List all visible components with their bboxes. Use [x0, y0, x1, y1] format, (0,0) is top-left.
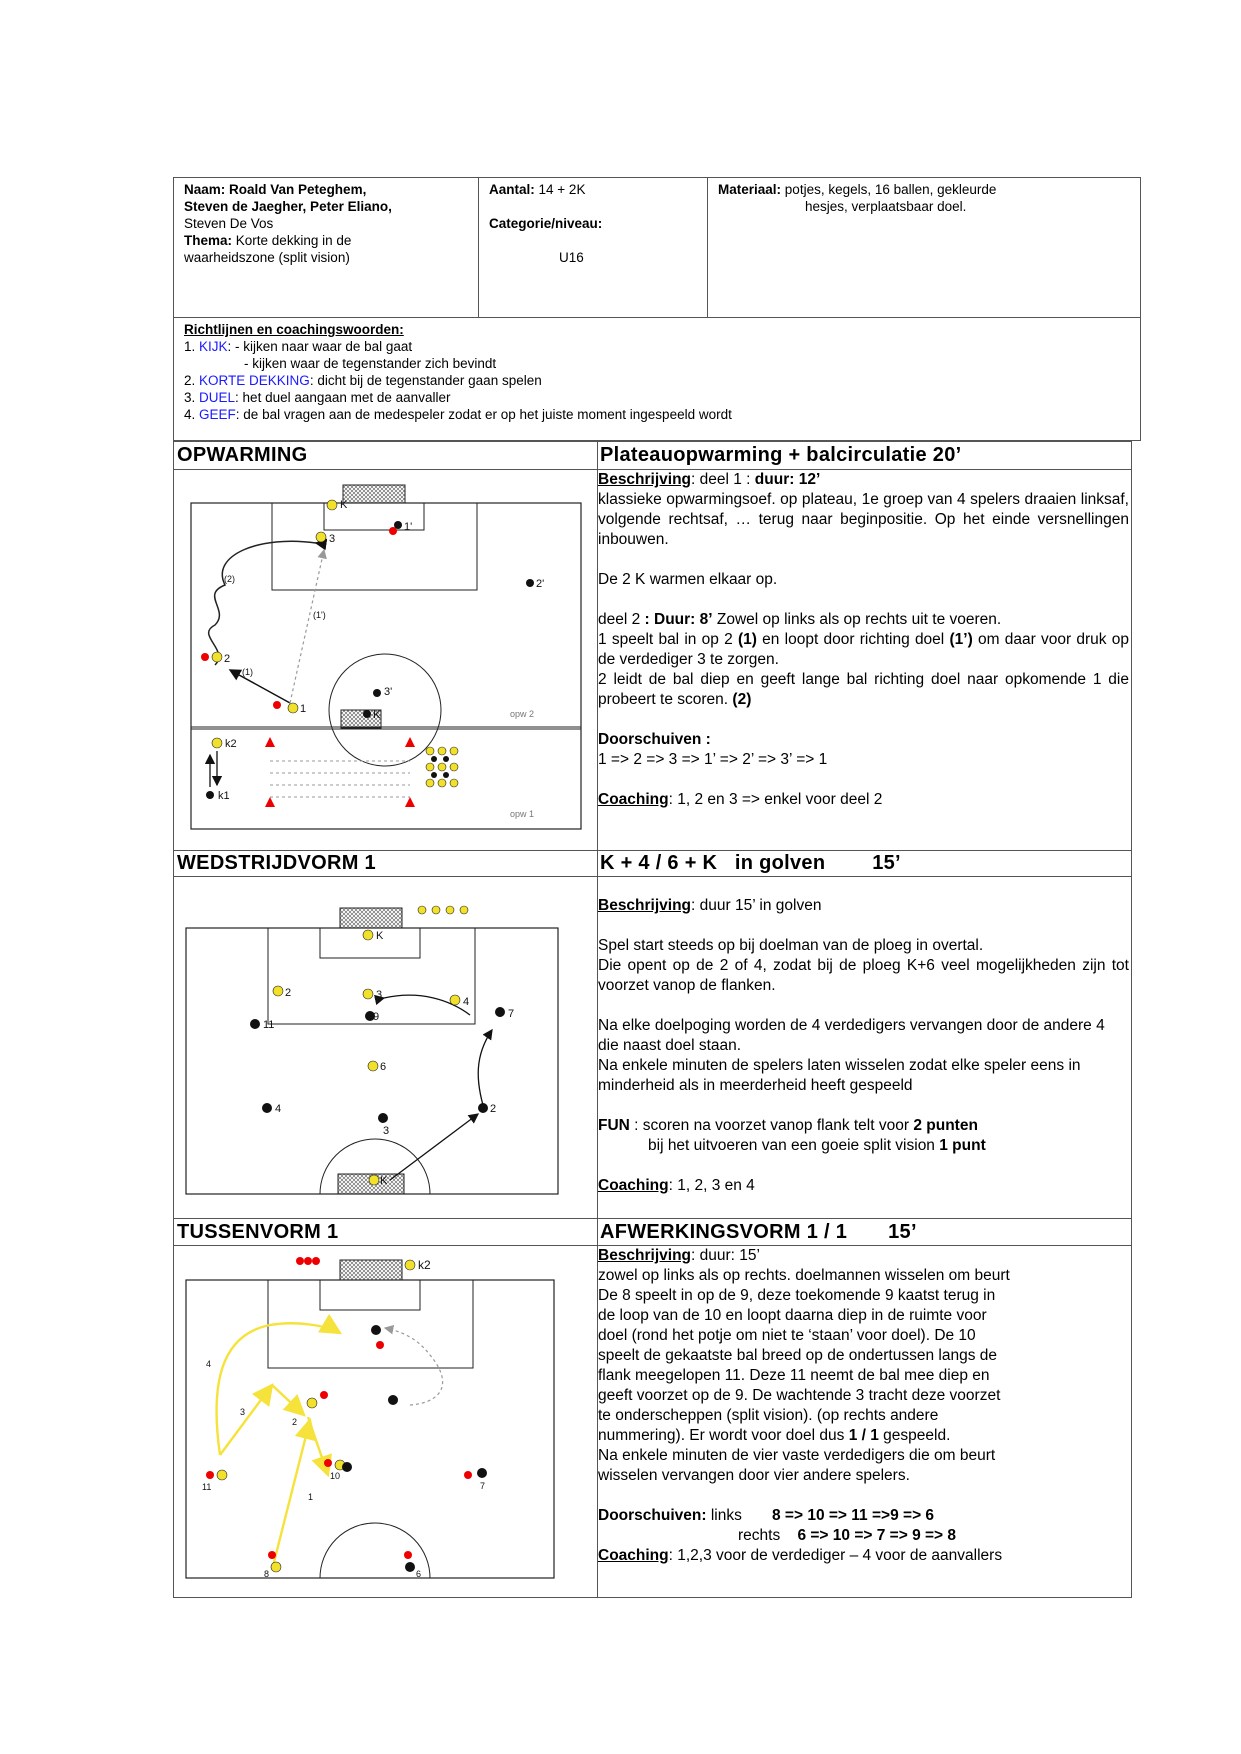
- section-description: Beschrijving: deel 1 : duur: 12’ klassieke opwarmingsoef. op plateau, 1e groep van 4 spelers draaien linksaf, volgende rechtsaf, … terug naar beginpositie. Op het einde versnellingen inbouwen. De 2 K warmen elkaar op. deel 2 : Duur: 8’ Zowel op links als op rechts uit te voeren. 1 speelt bal in op 2 (1) en loopt door richting doel (1’) om daar voor druk op de verdediger 3 te zorgen. 2 leidt de bal diep en geeft lange bal richting doel naar opkomende 1 die probeert te scoren. (2) Doorschuiven : 1 => 2 => 3 => 1’ => 2’ => 3’ => 1 Coaching: 1, 2 en 3 => enkel voor deel 2: [598, 471, 1129, 808]
- naam-names: Roald Van Peteghem,: [229, 182, 367, 197]
- diagram-label: 4: [275, 1103, 282, 1115]
- aantal-value: 14 + 2K: [538, 182, 586, 197]
- diagram-label: 2: [490, 1103, 497, 1115]
- thema-label: Thema:: [184, 233, 233, 248]
- aantal-label: Aantal:: [489, 182, 535, 197]
- diagram-label: 11: [202, 1482, 212, 1492]
- grid-line: [173, 441, 174, 1598]
- section-description: Beschrijving: duur: 15’ zowel op links als op rechts. doelmannen wisselen om beurt De 8 speelt in op de 9, deze toekomende 9 kaatst terug in de loop van de 10 en loopt daarna diep in de ruimte voor doel (rond het potje om niet te ‘staan’ voor doel). De 10 speelt de gekaatste bal breed op de ondertussen langs de flank meegelopen 11. Deze 11 neemt de bal mee diep en geeft voorzet op de 9. De wachtende 3 tracht deze voorzet te onderscheppen (split vision). (op rechts andere nummering). Er wordt voor doel dus 1 / 1 gespeeld. Na enkele minuten de vier vaste verdedigers die om beurt wisselen vervangen door vier andere spelers. Doorschuiven: links 8 => 10 => 11 =>9 => 6 rechts 6 => 10 => 7 => 9 => 8 Coaching: 1,2,3 voor de verdediger – 4 voor de aanvallers: [598, 1247, 1010, 1564]
- diagram-label: k2: [418, 1258, 431, 1272]
- grid-line: [1131, 441, 1132, 1598]
- diagram-label: 2: [285, 987, 292, 999]
- categorie-label: Categorie/niveau:: [489, 216, 603, 231]
- drill-diagram-opwarming: [180, 475, 590, 835]
- richtlijnen-title: Richtlijnen en coachingswoorden:: [184, 322, 404, 337]
- grid-line: [173, 1218, 1132, 1219]
- section-title-tussenvorm: TUSSENVORM 1: [177, 1221, 339, 1243]
- diagram-label: 2': [536, 578, 545, 590]
- diagram-label: 10: [330, 1471, 341, 1481]
- section-subtitle: K + 4 / 6 + K in golven 15’: [600, 852, 901, 874]
- section-title-wedstrijdvorm: WEDSTRIJDVORM 1: [177, 852, 376, 874]
- naam-line3: Steven De Vos: [184, 216, 274, 231]
- richtlijn-item: - kijken waar de tegenstander zich bevindt: [244, 356, 497, 371]
- diagram-label: opw 2: [510, 709, 535, 719]
- diagram-label: 6: [380, 1061, 387, 1073]
- diagram-label: K: [380, 1175, 388, 1187]
- drill-diagram-tussenvorm: [180, 1255, 590, 1585]
- diagram-label: 7: [508, 1008, 515, 1020]
- drill-diagram-wedstrijdvorm: [180, 890, 590, 1210]
- diagram-label: 8: [264, 1569, 270, 1579]
- diagram-label: 3: [383, 1125, 390, 1137]
- materiaal-text: potjes, kegels, 16 ballen, gekleurde: [784, 182, 997, 197]
- richtlijn-item: 3. DUEL: het duel aangaan met de aanvaller: [184, 390, 451, 405]
- richtlijn-item: 2. KORTE DEKKING: dicht bij de tegenstander gaan spelen: [184, 373, 542, 388]
- richtlijn-item: 4. GEEF: de bal vragen aan de medespeler zodat er op het juiste moment ingespeeld wordt: [184, 407, 732, 422]
- diagram-label: 3: [376, 989, 383, 1001]
- diagram-label: opw 1: [510, 809, 535, 819]
- naam-line2: Steven de Jaegher, Peter Eliano,: [184, 199, 392, 214]
- diagram-label: 6: [416, 1569, 422, 1579]
- diagram-label: k1: [218, 790, 230, 802]
- materiaal-text2: hesjes, verplaatsbaar doel.: [805, 199, 967, 214]
- thema-text2: waarheidszone (split vision): [184, 250, 350, 265]
- diagram-label: 2: [292, 1417, 298, 1427]
- diagram-label: K: [340, 499, 348, 511]
- section-subtitle: Plateauopwarming + balcirculatie 20’: [600, 444, 962, 466]
- diagram-label: 1: [308, 1492, 314, 1502]
- diagram-label: K: [373, 709, 381, 721]
- section-subtitle: AFWERKINGSVORM 1 / 1 15’: [600, 1221, 917, 1243]
- materiaal-label: Materiaal:: [718, 182, 782, 197]
- header-names-cell: [174, 178, 479, 317]
- section-title-opwarming: OPWARMING: [177, 444, 308, 466]
- diagram-label: 1': [404, 521, 413, 533]
- diagram-label: 4: [206, 1359, 212, 1369]
- diagram-label: 3': [384, 686, 393, 698]
- richtlijn-item: 1. KIJK: - kijken naar waar de bal gaat: [184, 339, 413, 354]
- diagram-label: k2: [225, 738, 237, 750]
- diagram-label: K: [376, 930, 384, 942]
- diagram-label: 3: [329, 533, 336, 545]
- section-description: Beschrijving: duur 15’ in golven Spel start steeds op bij doelman van de ploeg in overtal. Die opent op de 2 of 4, zodat bij de ploeg K+6 veel mogelijkheden zijn tot voorzet vanop de flanken. Na elke doelpoging worden de 4 verdedigers vervangen door de andere 4 die naast doel staan. Na enkele minuten de spelers laten wisselen zodat elke speler eens in minderheid als in meerderheid heeft gespeeld FUN : scoren na voorzet vanop flank telt voor 2 punten bij het uitvoeren van een goeie split vision 1 punt Coaching: 1, 2, 3 en 4: [598, 897, 1129, 1194]
- diagram-label: (1'): [313, 610, 326, 620]
- diagram-label: 7: [480, 1481, 486, 1491]
- diagram-label: 9: [373, 1011, 380, 1023]
- richtlijnen-box: [173, 317, 1141, 441]
- diagram-label: (2): [224, 574, 235, 584]
- header-materiaal-cell: [708, 178, 1140, 317]
- thema-text: Korte dekking in de: [235, 233, 352, 248]
- diagram-label: (1): [242, 667, 253, 677]
- grid-line: [173, 876, 1132, 877]
- diagram-label: 2: [224, 653, 231, 665]
- naam-label: Naam:: [184, 182, 226, 197]
- grid-line: [173, 441, 1132, 442]
- header-aantal-cell: [479, 178, 708, 317]
- diagram-label: 11: [263, 1019, 275, 1031]
- categorie-value: U16: [559, 250, 584, 265]
- diagram-label: 4: [463, 996, 470, 1008]
- diagram-label: 1: [300, 703, 307, 715]
- grid-line: [173, 1597, 1132, 1598]
- header-table: [173, 177, 1141, 318]
- diagram-label: 3: [240, 1407, 246, 1417]
